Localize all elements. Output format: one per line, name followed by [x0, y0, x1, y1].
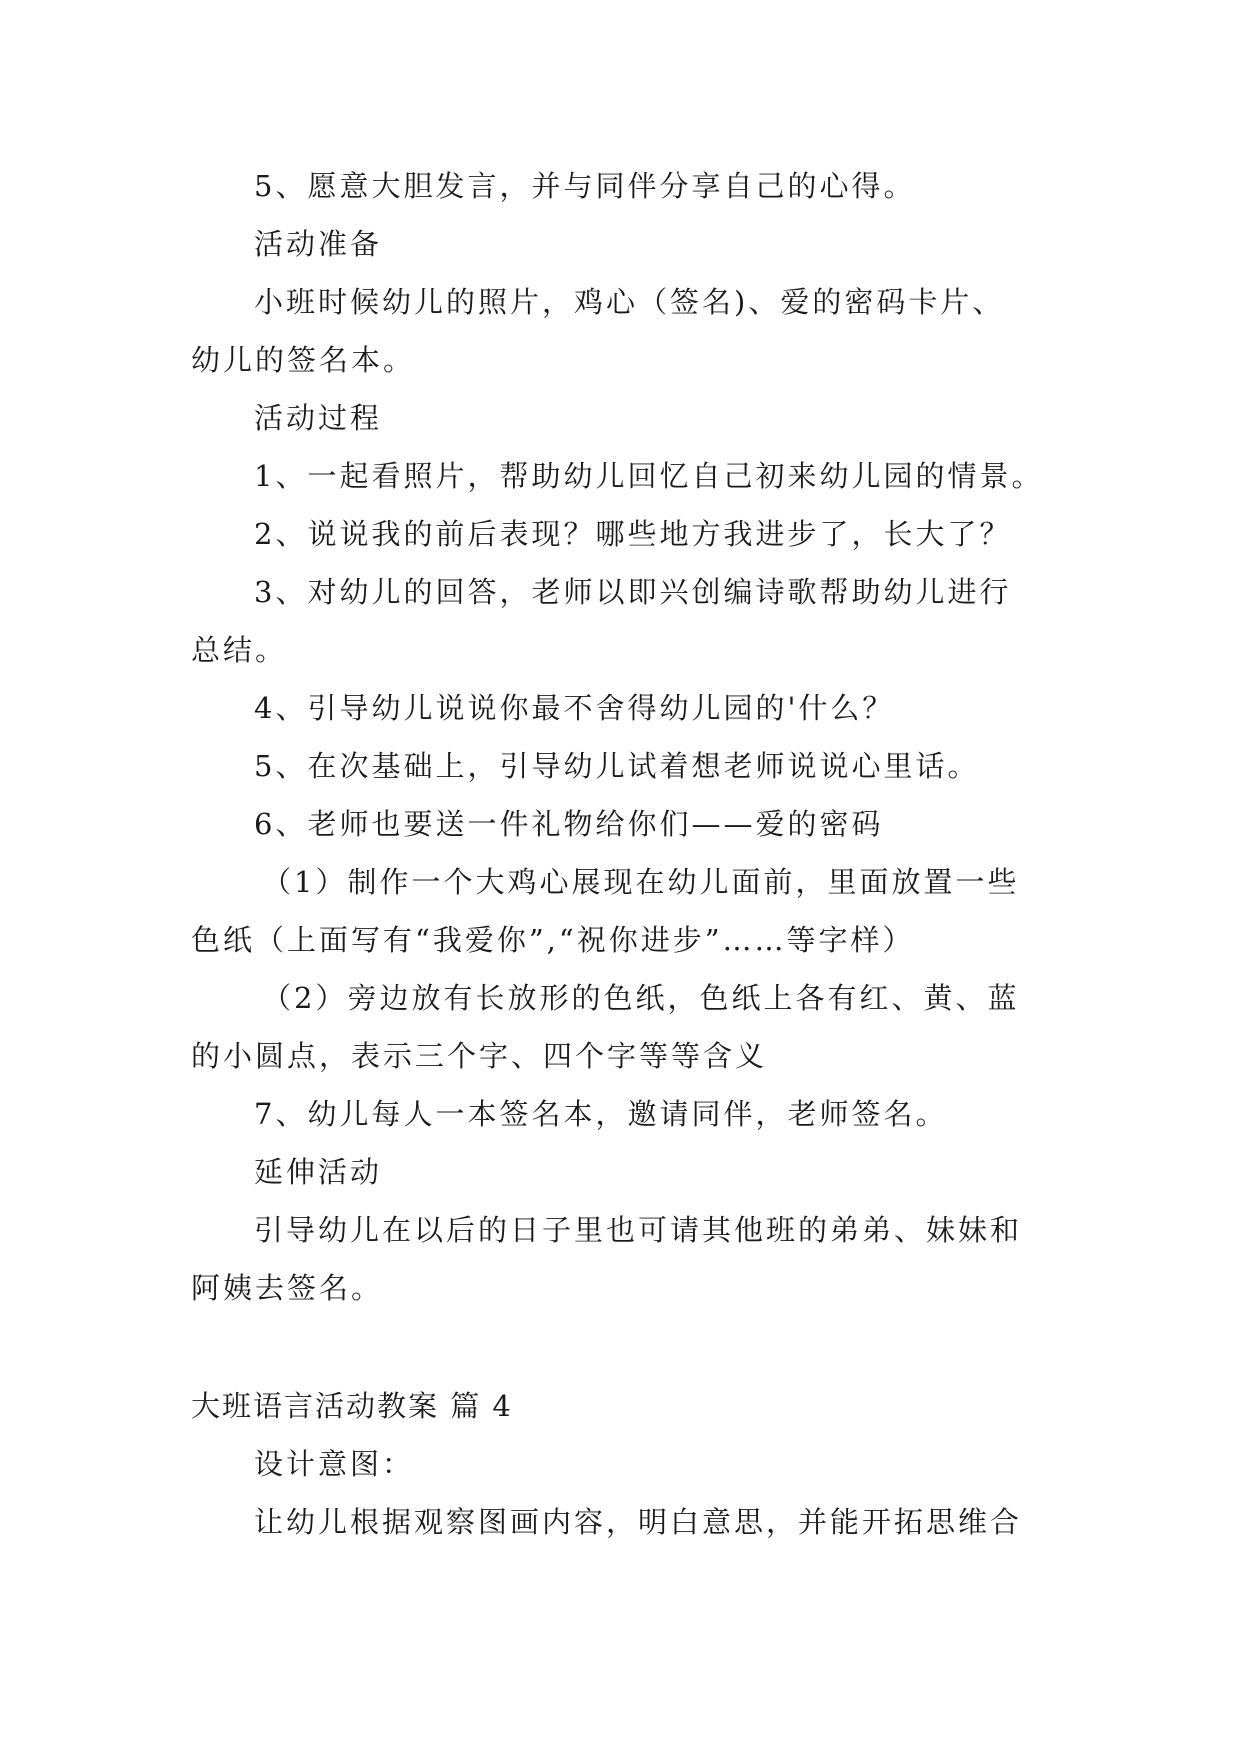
- section-heading: 设计意图：: [254, 1447, 415, 1481]
- section-heading: 延伸活动: [254, 1155, 383, 1189]
- text-line: 幼儿的签名本。: [191, 343, 416, 377]
- text-line: 7、幼儿每人一本签名本，邀请同伴，老师签名。: [254, 1097, 948, 1131]
- text-line: 1、一起看照片，帮助幼儿回忆自己初来幼儿园的情景。: [254, 459, 1044, 493]
- text-line: 5、在次基础上，引导幼儿试着想老师说说心里话。: [254, 749, 980, 783]
- article-title: 大班语言活动教案 篇 4: [191, 1389, 513, 1423]
- text-line: 总结。: [191, 633, 288, 667]
- section-heading: 活动过程: [254, 401, 383, 435]
- text-line: 3、对幼儿的回答，老师以即兴创编诗歌帮助幼儿进行: [254, 575, 1012, 609]
- text-line: 阿姨去签名。: [191, 1271, 384, 1305]
- text-line: 5、愿意大胆发言，并与同伴分享自己的心得。: [254, 169, 916, 203]
- text-line: 的小圆点，表示三个字、四个字等等含义: [191, 1039, 768, 1073]
- text-line: 小班时候幼儿的照片，鸡心（签名)、爱的密码卡片、: [254, 285, 1005, 319]
- text-line: 2、说说我的前后表现？哪些地方我进步了，长大了？: [254, 517, 1012, 551]
- text-line: （1）制作一个大鸡心展现在幼儿面前，里面放置一些: [262, 865, 1020, 899]
- text-line: （2）旁边放有长放形的色纸，色纸上各有红、黄、蓝: [262, 981, 1020, 1015]
- section-heading: 活动准备: [254, 227, 383, 261]
- text-line: 4、引导幼儿说说你最不舍得幼儿园的'什么？: [254, 691, 895, 725]
- text-line: 6、老师也要送一件礼物给你们——爱的密码: [254, 807, 884, 841]
- text-line: 色纸（上面写有“我爱你”,“祝你进步”……等字样）: [191, 923, 915, 957]
- text-line: 引导幼儿在以后的日子里也可请其他班的弟弟、妹妹和: [254, 1213, 1023, 1247]
- text-line: 让幼儿根据观察图画内容，明白意思，并能开拓思维合: [254, 1505, 1023, 1539]
